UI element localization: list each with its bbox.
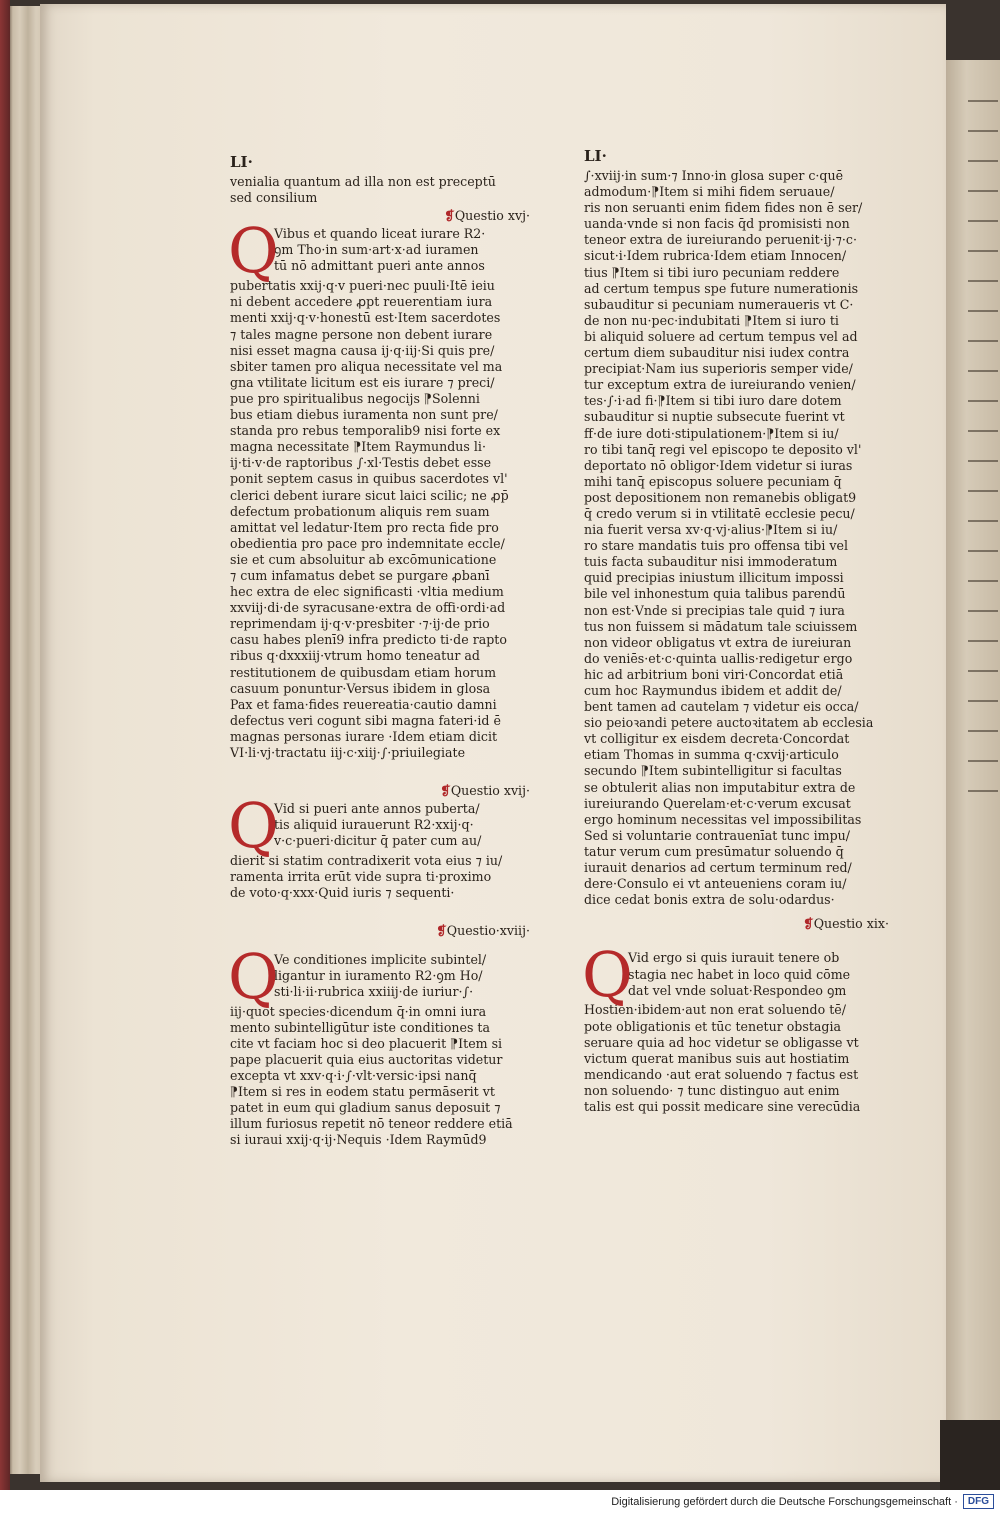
text-line: tuis facta subauditur nisi immoderatum [584, 554, 838, 570]
text-line: quid precipias iniustum illicitum impossi [584, 570, 844, 586]
text-line: sie et cum absoluitur ab excōmunicatione [230, 551, 497, 567]
text-line: nisi esset magna causa ij·q·iij·Si quis pre/ [230, 342, 495, 358]
text-line: non videor obligatus vt extra de iureiuran [584, 634, 852, 650]
text-line: seruare quia ad hoc videtur se obligasse vt [584, 1034, 859, 1050]
text-line: non est·Vnde si precipias tale quid ⁊ iura [584, 602, 845, 618]
text-line: VI·li·vj·tractatu iij·c·xiij·∫·priuilegiate [230, 745, 466, 760]
text-line: certum diem subauditur nisi iudex contra [584, 345, 850, 361]
pilcrow-icon: ❡ [440, 783, 451, 799]
text-line: tius ⁋Item si tibi iuro pecuniam reddere [584, 264, 840, 280]
text-line: restitutionem de quibusdam etiam horum [230, 664, 497, 680]
text-line: de non nu·pec·indubitati ⁋Item si iuro ti [584, 312, 839, 328]
text-line: clerici debent iurare sicut laici scilic; ne ꝓp̄ [230, 487, 509, 503]
text-line: Ve conditiones implicite subintel/ [274, 951, 487, 967]
text-line: dat vel vnde soluat·Respondeo ꝯm [628, 982, 847, 998]
text-line: Vid si pueri ante annos puberta/ [274, 801, 480, 817]
footer-credit-text: Digitalisierung gefördert durch die Deutsche Forschungsgemeinschaft · [611, 1495, 958, 1508]
text-line: etiam Thomas in summa q·cxvij·articulo [584, 747, 839, 763]
text-line: iij·quot species·dicendum q̄·in omni iura [230, 1003, 487, 1019]
text-line: q̄ credo verum si in vtilitatē ecclesie pecu/ [584, 505, 855, 521]
text-line: casu habes plenī9 infra predicto ti·de rapto [230, 632, 507, 648]
text-line: Sed si voluntarie contrauenīat tunc impu/ [584, 827, 850, 843]
text-line: Vibus et quando liceat iurare R2· [274, 226, 486, 242]
pilcrow-icon: ❡ [444, 208, 455, 224]
drop-cap-initial: Q [228, 789, 279, 863]
text-line: cite vt faciam hoc si deo placuerit ⁋Item si [230, 1035, 503, 1051]
text-line: ramenta irrita erūt vide supra ti·proximo [230, 869, 492, 885]
left-text-column [230, 152, 530, 1148]
drop-cap-initial: Q [228, 214, 279, 288]
text-line: pue pro spiritualibus negocijs ⁋Solenni [230, 390, 480, 406]
text-line: ⁊ cum infamatus debet se purgare ꝓbanī [230, 567, 490, 583]
text-line: mendicando ·aut erat soluendo ⁊ factus est [584, 1066, 859, 1082]
text-line: xxviij·di·de syracusane·extra de offi·ordi·ad [230, 600, 506, 616]
drop-cap-initial: Q [582, 938, 633, 1012]
text-line: ∫·xviij·in sum·⁊ Inno·in glosa super c·quē [584, 168, 844, 183]
text-line: ro tibi tanq̄ regi vel episcopo te deposito vl' [584, 441, 862, 457]
text-line: bile vel inhonestum quia talibus parendū [584, 586, 846, 602]
facing-page-edge [944, 60, 1000, 1420]
text-line: stagia nec habet in loco quid cōme [628, 966, 851, 982]
text-line: pape placuerit quia eius auctoritas videtur [230, 1051, 503, 1067]
text-line: ⁊ tales magne persone non debent iurare [230, 326, 493, 342]
intro-line: venialia quantum ad illa non est preceptū [230, 174, 496, 189]
text-line: dierit si statim contradixerit vota eius ⁊ iu/ [230, 853, 503, 869]
text-line: tur exceptum extra de iureiurando venien/ [584, 377, 856, 393]
text-line: ni debent accedere ꝓpt reuerentiam iura [230, 294, 493, 310]
text-line: dice cedat bonis extra de solu·odardus· [584, 892, 835, 908]
section-body [582, 938, 889, 1115]
text-line: v·c·pueri·dicitur q̄ pater cum au/ [274, 833, 482, 849]
dfg-logo-icon: DFG [963, 1494, 994, 1509]
text-line: dere·Consulo ei vt anteueniens coram iu/ [584, 876, 847, 892]
text-line: tū nō admittant pueri ante annos [274, 258, 485, 274]
text-line: magnas personas iurare ·Idem etiam dicit [230, 728, 498, 744]
text-line: ponit septem casus in quibus sacerdotes vl' [230, 471, 508, 487]
text-line: reprimendam ij·q·v·presbiter ·⁊·ij·de prio [230, 616, 490, 632]
text-line: hec extra de elec significasti ·vltia medium [230, 584, 504, 600]
text-line: sbiter tamen pro aliqua necessitate vel ma [230, 358, 503, 374]
text-line: admodum·⁋Item si mihi fidem seruaue/ [584, 184, 835, 200]
text-line: ris non seruanti enim fidem fides non ē ser/ [584, 200, 863, 216]
text-line: subauditur si nuptie subsecute fuerint vt [584, 409, 845, 425]
text-line: tes·∫·i·ad fi·⁋Item si tibi iuro dare dotem [584, 393, 842, 409]
text-line: bent tamen ad cautelam ⁊ videtur eis occa/ [584, 699, 859, 715]
text-line: sicut·i·Idem rubrica·Idem etiam Innocen/ [584, 248, 847, 264]
text-line: de voto·q·xxx·Quid iuris ⁊ sequenti· [230, 885, 455, 901]
text-line: ligantur in iuramento R2·ꝯm Ho/ [274, 967, 483, 983]
text-line: cum hoc Raymundus ibidem et addit de/ [584, 683, 842, 698]
book-cover-edge [0, 0, 10, 1490]
text-line: teneor extra de iureiurando peruenit·ij·⁊·c· [584, 232, 857, 248]
text-line: do veniēs·et·c·quinta uallis·redigetur ergo [584, 650, 853, 666]
text-line: magna necessitate ⁋Item Raymundus li· [230, 439, 486, 455]
text-line: ⁋Item si res in eodem statu permāserit vt [230, 1084, 495, 1100]
text-line: tus non fuissem si mādatum tale sciuissem [584, 618, 858, 634]
text-line: mento subintelligūtur iste conditiones ta [230, 1019, 491, 1035]
text-line: sti·li·ii·rubrica xxiiij·de iuriur·∫· [274, 983, 474, 999]
text-line: hic ad arbitrium boni viri·Concordat etiā [584, 666, 844, 682]
right-text-column [584, 146, 889, 1115]
text-line: non soluendo· ⁊ tunc distinguo aut enim [584, 1082, 840, 1098]
text-line: mihi tanq̄ episcopus soluere pecuniam q̄ [584, 473, 842, 489]
left-page-number: LI· [230, 153, 253, 171]
text-line: pubertatis xxij·q·v pueri·nec puuli·Itē ieiu [230, 278, 495, 294]
text-line: ribus q·dxxxiij·vtrum homo teneatur ad [230, 648, 480, 664]
text-line: nia fuerit versa xv·q·vj·alius·⁋Item si iu/ [584, 522, 838, 538]
text-line: tatur verum cum presūmatur soluendo q̄ [584, 843, 844, 859]
text-line: si iuraui xxij·q·ij·Nequis ·Idem Raymūd9 [230, 1132, 487, 1148]
text-line: sio peioꝛandi petere auctoꝛitatem ab ecclesia [584, 715, 874, 731]
text-line: obedientia pro pace pro indemnitate eccle/ [230, 535, 505, 551]
section-body [228, 939, 530, 1149]
text-line: casuum ponuntur·Versus ibidem in glosa [230, 680, 491, 696]
intro-line: sed consilium [230, 190, 318, 206]
text-line: uanda·vnde si non facis q̄d promisisti non [584, 216, 850, 232]
text-line: gna vtilitate licitum est eis iurare ⁊ preci/ [230, 374, 495, 390]
text-line: talis est qui possit medicare sine verecūdia [584, 1098, 861, 1114]
text-line: ro stare mandatis tuis pro offensa tibi vel [584, 538, 848, 554]
text-line: deportato nō obligor·Idem videtur si iuras [584, 457, 853, 473]
text-line: victum querat manibus suis aut hostiatim [584, 1050, 850, 1066]
text-line: ff·de iure doti·stipulationem·⁋Item si iu/ [584, 425, 839, 441]
pilcrow-icon: ❡ [803, 916, 814, 932]
scan-corner-shadow [940, 1420, 1000, 1490]
text-line: subauditur si pecuniam numeraueris vt C· [584, 296, 854, 312]
text-line: excepta vt xxv·q·i·∫·vlt·versic·ipsi nanq̄ [230, 1067, 477, 1083]
text-line: Hostien·ibidem·aut non erat soluendo tē/ [584, 1002, 846, 1018]
text-line: iureiurando Querelam·et·c·verum excusat [584, 795, 851, 811]
text-line: amittat vel ledatur·Item pro recta fide pro [230, 519, 499, 535]
section-heading: ❡Questio xix· [803, 916, 889, 932]
text-line: vt colligitur ex eisdem decreta·Concordat [584, 731, 850, 747]
text-line: iurauit denarios ad certum terminum red/ [584, 860, 852, 876]
text-line: menti xxij·q·v·honestū est·Item sacerdotes [230, 310, 501, 326]
text-line: defectus veri cogunt sibi magna fateri·id ē [230, 712, 501, 728]
text-line: ꝯm Tho·in sum·art·x·ad iuramen [274, 242, 479, 258]
text-line: patet in eum qui gladium sanus deposuit ⁊ [230, 1100, 501, 1116]
text-line: Pax et fama·fides reuereatia·cautio damni [230, 696, 497, 712]
text-line: se obtulerit alias non imputabitur extra de [584, 779, 856, 795]
section-heading: ❡Questio·xviij· [436, 923, 530, 939]
section-heading: ❡Questio xvij· [440, 783, 530, 799]
text-line: secundo ⁋Item subintelligitur si facultas [584, 763, 842, 779]
text-line: bus etiam diebus iuramenta non sunt pre/ [230, 407, 498, 423]
drop-cap-initial: Q [228, 939, 279, 1013]
text-line: ij·ti·v·de raptoribus ∫·xl·Testis debet esse [230, 455, 492, 471]
text-line: precipiat·Nam ius superioris semper vide/ [584, 361, 853, 377]
text-line: defectum probationum aliquis rem suam [230, 503, 490, 519]
text-line: ergo hominum necessitas vel impossibilitas [584, 811, 862, 827]
text-line: post depositionem non remanebis obligat9 [584, 489, 857, 505]
text-line: Vid ergo si quis iurauit tenere ob [628, 950, 840, 966]
section-heading: ❡Questio xvj· [444, 208, 530, 224]
text-line: bi aliquid soluere ad certum tempus vel ad [584, 328, 858, 344]
text-line: ad certum tempus spe future numerationis [584, 280, 859, 296]
pilcrow-icon: ❡ [436, 923, 447, 939]
right-page-number: LI· [584, 147, 607, 165]
text-line: illum furiosus repetit nō teneor reddere etiā [230, 1116, 513, 1132]
text-line: standa pro rebus temporalib9 nisi forte ex [230, 423, 501, 439]
text-line: tis aliquid iurauerunt R2·xxij·q· [274, 817, 474, 833]
text-line: pote obligationis et tūc tenetur obstagia [584, 1018, 841, 1034]
digitization-footer [0, 1490, 1000, 1513]
